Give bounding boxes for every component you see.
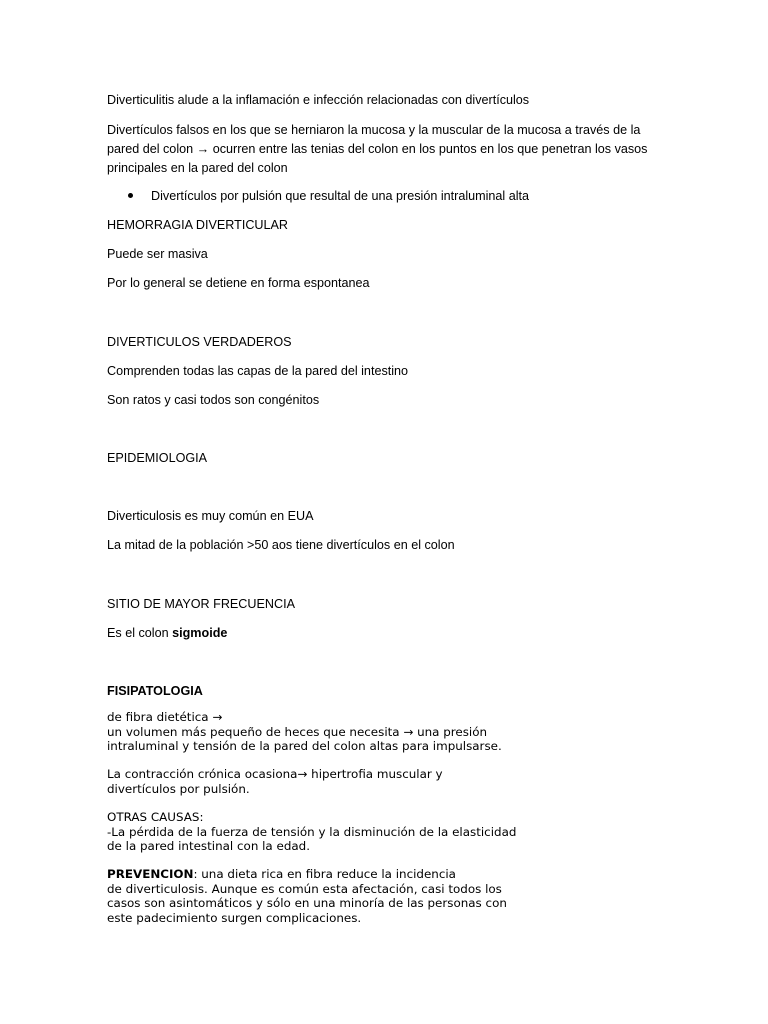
heading-hemorragia: HEMORRAGIA DIVERTICULAR [107, 218, 289, 232]
hemorragia-line-2: Por lo general se detiene en forma espontanea [107, 276, 370, 290]
fisio-line-1: de fibra dietética → [107, 710, 223, 724]
fisio-line-3: intraluminal y tensión de la pared del colon altas para impulsarse. [107, 739, 502, 754]
otras-line-1: -La pérdida de la fuerza de tensión y la disminución de la elasticidad [107, 824, 517, 839]
verdaderos-line-1: Comprenden todas las capas de la pared del intestino [107, 364, 409, 378]
paragraph-falsos-line-1: Divertículos falsos en los que se herniaron la mucosa y la muscular de la mucosa a través de la [107, 123, 641, 137]
prevencion-line-2: de diverticulosis. Aunque es común esta afectación, casi todos los [107, 881, 502, 896]
verdaderos-line-2: Son ratos y casi todos son congénitos [107, 393, 320, 407]
prevencion-rest: : una dieta rica en fibra reduce la incidencia [193, 867, 456, 881]
epidemiologia-line-2: La mitad de la población >50 aos tiene divertículos en el colon [107, 538, 455, 552]
prevencion-line-4: este padecimiento surgen complicaciones. [107, 910, 362, 925]
heading-sitio: SITIO DE MAYOR FRECUENCIA [107, 597, 295, 611]
bullet-dot [128, 193, 133, 198]
contraccion-line-2: divertículos por pulsión. [107, 781, 250, 796]
heading-epidemiologia: EPIDEMIOLOGIA [107, 451, 208, 465]
sitio-line [107, 625, 227, 641]
heading-verdaderos: DIVERTICULOS VERDADEROS [107, 335, 292, 349]
bullet-item-pulsion: Divertículos por pulsión que resultal de una presión intraluminal alta [151, 189, 530, 203]
epidemiologia-line-1: Diverticulosis es muy común en EUA [107, 509, 314, 523]
prevencion-line-1 [107, 867, 456, 882]
prevencion-line-3: casos son asintomáticos y sólo en una minoría de las personas con [107, 896, 507, 911]
paragraph-falsos-line-3: principales en la pared del colon [107, 161, 288, 175]
heading-fisiopatologia: FISIPATOLOGIA [107, 684, 203, 698]
fisio-line-2: un volumen más pequeño de heces que necesita → una presión [107, 724, 488, 739]
paragraph-diverticulitis: Diverticulitis alude a la inflamación e infección relacionadas con divertículos [107, 93, 530, 107]
contraccion-line-1: La contracción crónica ocasiona→ hipertrofia muscular y [107, 767, 443, 781]
hemorragia-line-1: Puede ser masiva [107, 247, 208, 261]
otras-line-2: de la pared intestinal con la edad. [107, 839, 310, 854]
paragraph-falsos-line-2: pared del colon → ocurren entre las tenias del colon en los puntos en los que penetran los vasos [107, 142, 648, 156]
prevencion-bold: PREVENCION [107, 867, 194, 881]
sitio-bold: sigmoide [172, 626, 228, 640]
sitio-prefix: Es el colon [107, 626, 173, 640]
heading-otras-causas: OTRAS CAUSAS: [107, 810, 204, 824]
